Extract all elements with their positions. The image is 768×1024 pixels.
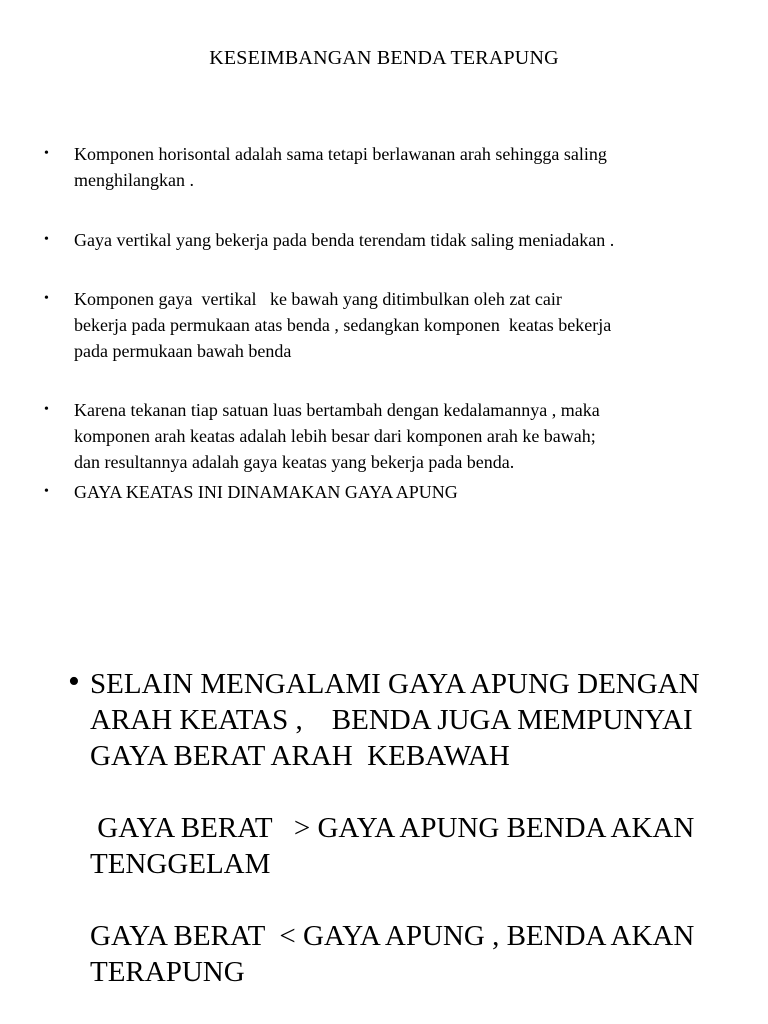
list-item xyxy=(44,479,734,505)
summary-block xyxy=(68,663,738,990)
summary-spacer xyxy=(68,882,738,918)
bullet-icon: • xyxy=(44,484,49,499)
bullet-icon: • xyxy=(44,232,49,247)
bullet-icon: • xyxy=(44,291,49,306)
list-item xyxy=(44,227,734,253)
bullet-icon: • xyxy=(44,146,49,161)
list-item-text: Komponen horisontal adalah sama tetapi berlawanan arah sehingga saling menghilangkan . xyxy=(74,144,607,190)
list-item-text: Komponen gaya vertikal ke bawah yang ditimbulkan oleh zat cair bekerja pada permukaan atas benda , sedangkan komponen keatas bekerja pada permukaan bawah benda xyxy=(74,289,612,361)
list-item xyxy=(44,286,734,364)
summary-paragraph-2: GAYA BERAT > GAYA APUNG BENDA AKAN TENGGELAM xyxy=(90,812,695,880)
list-item-text: Karena tekanan tiap satuan luas bertambah dengan kedalamannya , maka komponen arah keatas adalah lebih besar dari komponen arah ke bawah; dan resultannya adalah gaya keatas yang bekerja pada benda. xyxy=(74,400,600,472)
list-item-text: Gaya vertikal yang bekerja pada benda terendam tidak saling meniadakan . xyxy=(74,230,615,250)
summary-paragraph-3: GAYA BERAT < GAYA APUNG , BENDA AKAN TERAPUNG xyxy=(90,920,695,988)
list-item-text: GAYA KEATAS INI DINAMAKAN GAYA APUNG xyxy=(74,482,458,502)
list-item xyxy=(44,141,734,193)
bullet-icon: • xyxy=(68,663,80,700)
summary-paragraph-1: SELAIN MENGALAMI GAYA APUNG DENGAN ARAH KEATAS , BENDA JUGA MEMPUNYAI GAYA BERAT ARAH KEBAWAH xyxy=(90,668,700,772)
page-title: KESEIMBANGAN BENDA TERAPUNG xyxy=(209,47,559,69)
summary-spacer xyxy=(68,774,738,810)
list-item xyxy=(44,397,734,475)
bullet-icon: • xyxy=(44,402,49,417)
